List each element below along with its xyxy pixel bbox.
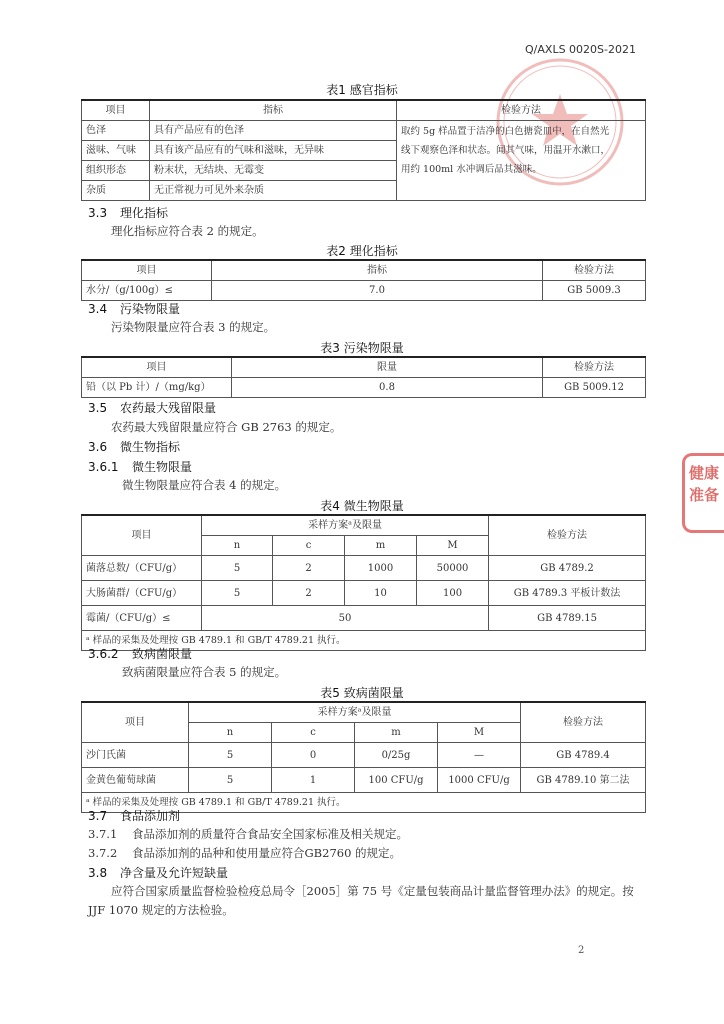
table4-caption: 表4 微生物限量 [320, 499, 404, 513]
section-heading [88, 204, 168, 221]
table-cell: 7.0 [212, 281, 543, 301]
table-subheader-cell: c [272, 723, 355, 743]
section-title: 理化指标 [120, 206, 169, 220]
section-title: 污染物限量 [120, 302, 181, 316]
table-row [82, 378, 646, 398]
table-cell: 具有产品应有的色泽 [150, 121, 397, 141]
table-cell: 大肠菌群/（CFU/g） [82, 581, 202, 606]
clause-number: 3.7.2 [88, 846, 118, 860]
table-cell: 0.8 [232, 378, 543, 398]
method-line: 用约 100ml 水冲调后品其滋味。 [401, 164, 542, 175]
table-cell: 具有该产品应有的气味和滋味，无异味 [150, 141, 397, 161]
table-contaminants [81, 356, 646, 398]
table-cell: 无正常视力可见外来杂质 [150, 181, 397, 201]
clause-text: 食品添加剂的品种和使用量应符合GB2760 的规定。 [132, 846, 402, 860]
table-header-cell: 项目 [82, 357, 232, 378]
table-cell: 100 [417, 581, 489, 606]
section-number: 3.3 [88, 206, 108, 220]
paragraph: 应符合国家质量监督检验检疫总局令［2005］第 75 号《定量包装商品计量监督管理办法》的规定。按 JJF 1070 规定的方法检验。 [88, 884, 634, 917]
paragraph: 微生物限量应符合表 4 的规定。 [122, 478, 287, 492]
section-title: 微生物指标 [120, 440, 181, 454]
filing-stamp-line: 健康 [689, 464, 720, 482]
section-title: 微生物限量 [132, 460, 193, 474]
table2-caption: 表2 理化指标 [326, 244, 398, 258]
table-cell: 2 [273, 556, 345, 581]
table-cell: 菌落总数/（CFU/g） [82, 556, 202, 581]
table-cell: 色泽 [82, 121, 150, 141]
section-heading [88, 438, 180, 455]
table-cell: 1 [272, 768, 355, 793]
table-cell: GB 4789.4 [521, 743, 646, 768]
section-heading [88, 458, 192, 475]
table-subheader-cell: n [202, 536, 273, 556]
table-cell: 水分/（g/100g）≤ [82, 281, 212, 301]
table-header-cell: 检验方法 [543, 260, 646, 281]
table-cell: 5 [189, 743, 272, 768]
table-header-cell: 采样方案ᵃ及限量 [189, 702, 521, 723]
table-cell: 组织形态 [82, 161, 150, 181]
table-microbial [81, 514, 646, 651]
table-subheader-cell: M [417, 536, 489, 556]
section-heading [88, 399, 216, 416]
table-cell: 50 [202, 606, 489, 631]
section-title: 食品添加剂 [120, 809, 181, 823]
section-number: 3.8 [88, 866, 108, 880]
filing-stamp [682, 453, 724, 533]
section-number: 3.6 [88, 440, 108, 454]
table-subheader-cell: m [345, 536, 417, 556]
section-title: 净含量及允许短缺量 [120, 866, 229, 880]
table-sensory [81, 99, 646, 201]
table-cell: GB 4789.3 平板计数法 [489, 581, 646, 606]
table-header-cell: 项目 [82, 702, 189, 743]
table-footnote: ᵃ 样品的采集及处理按 GB 4789.1 和 GB/T 4789.21 执行。 [82, 631, 646, 651]
table-header-cell: 指标 [212, 260, 543, 281]
clause [88, 826, 408, 842]
paragraph: 理化指标应符合表 2 的规定。 [111, 224, 264, 238]
paragraph: 污染物限量应符合表 3 的规定。 [111, 320, 276, 334]
table-header-cell: 检验方法 [397, 100, 646, 121]
table-cell: 铅（以 Pb 计）/（mg/kg） [82, 378, 232, 398]
section-heading [88, 645, 192, 662]
table-pathogens [81, 701, 646, 813]
table-header-cell: 项目 [82, 100, 150, 121]
table-cell: 1000 [345, 556, 417, 581]
table-header-cell: 采样方案ᵃ及限量 [202, 515, 489, 536]
table-header-cell: 检验方法 [489, 515, 646, 556]
table-cell: 5 [202, 556, 273, 581]
table-cell: 滋味、气味 [82, 141, 150, 161]
table-cell: GB 4789.2 [489, 556, 646, 581]
section-title: 致病菌限量 [132, 647, 193, 661]
table-row [82, 556, 646, 581]
table-row [82, 121, 646, 141]
table-cell: 50000 [417, 556, 489, 581]
clause [88, 845, 401, 861]
section-number: 3.7 [88, 809, 108, 823]
table1-caption: 表1 感官指标 [326, 83, 398, 97]
section-title: 农药最大残留限量 [120, 401, 217, 415]
table-row [82, 581, 646, 606]
clause-number: 3.7.1 [88, 827, 118, 841]
table-subheader-cell: M [438, 723, 521, 743]
table5-caption: 表5 致病菌限量 [320, 686, 404, 700]
section-heading [88, 300, 180, 317]
method-line: 线下观察色泽和状态。闻其气味，用温开水漱口， [401, 145, 611, 156]
method-line: 取约 5g 样品置于洁净的白色搪瓷皿中，在自然光 [401, 126, 610, 137]
table-header-cell: 限量 [232, 357, 543, 378]
section-number: 3.6.2 [88, 647, 119, 661]
section-number: 3.4 [88, 302, 108, 316]
table-cell: 粉末状，无结块、无霉变 [150, 161, 397, 181]
table-cell: 杂质 [82, 181, 150, 201]
table-cell: 10 [345, 581, 417, 606]
clause-text: 食品添加剂的质量符合食品安全国家标准及相关规定。 [132, 827, 408, 841]
table-row [82, 768, 646, 793]
table-footnote: ᵃ 样品的采集及处理按 GB 4789.1 和 GB/T 4789.21 执行。 [82, 793, 646, 813]
table-cell: 0 [272, 743, 355, 768]
table-cell: 100 CFU/g [355, 768, 438, 793]
table-cell: 0/25g [355, 743, 438, 768]
table-subheader-cell: m [355, 723, 438, 743]
table-cell-method [397, 121, 646, 201]
section-heading [88, 807, 180, 824]
section-heading [88, 864, 228, 881]
table-cell: GB 4789.10 第二法 [521, 768, 646, 793]
table-cell: 霉菌/（CFU/g）≤ [82, 606, 202, 631]
table-cell: 1000 CFU/g [438, 768, 521, 793]
table-cell: 5 [202, 581, 273, 606]
table-header-cell: 指标 [150, 100, 397, 121]
paragraph: 农药最大残留限量应符合 GB 2763 的规定。 [111, 420, 342, 434]
table-cell: — [438, 743, 521, 768]
table-subheader-cell: n [189, 723, 272, 743]
table3-caption: 表3 污染物限量 [320, 341, 404, 355]
table-subheader-cell: c [273, 536, 345, 556]
filing-stamp-line: 准备 [689, 486, 720, 504]
section-number: 3.5 [88, 401, 108, 415]
doc-number: Q/AXLS 0020S-2021 [525, 43, 636, 56]
table-cell: 2 [273, 581, 345, 606]
table-cell: GB 4789.15 [489, 606, 646, 631]
table-cell: 沙门氏菌 [82, 743, 189, 768]
table-cell: GB 5009.12 [543, 378, 646, 398]
table-header-cell: 项目 [82, 515, 202, 556]
paragraph: 致病菌限量应符合表 5 的规定。 [122, 665, 287, 679]
page-number: 2 [578, 945, 585, 956]
table-header-cell: 项目 [82, 260, 212, 281]
table-row [82, 743, 646, 768]
table-physicochemical [81, 259, 646, 301]
table-header-cell: 检验方法 [521, 702, 646, 743]
table-cell: 金黄色葡萄球菌 [82, 768, 189, 793]
table-header-cell: 检验方法 [543, 357, 646, 378]
table-row [82, 606, 646, 631]
table-cell: GB 5009.3 [543, 281, 646, 301]
table-row [82, 281, 646, 301]
table-cell: 5 [189, 768, 272, 793]
section-number: 3.6.1 [88, 460, 119, 474]
